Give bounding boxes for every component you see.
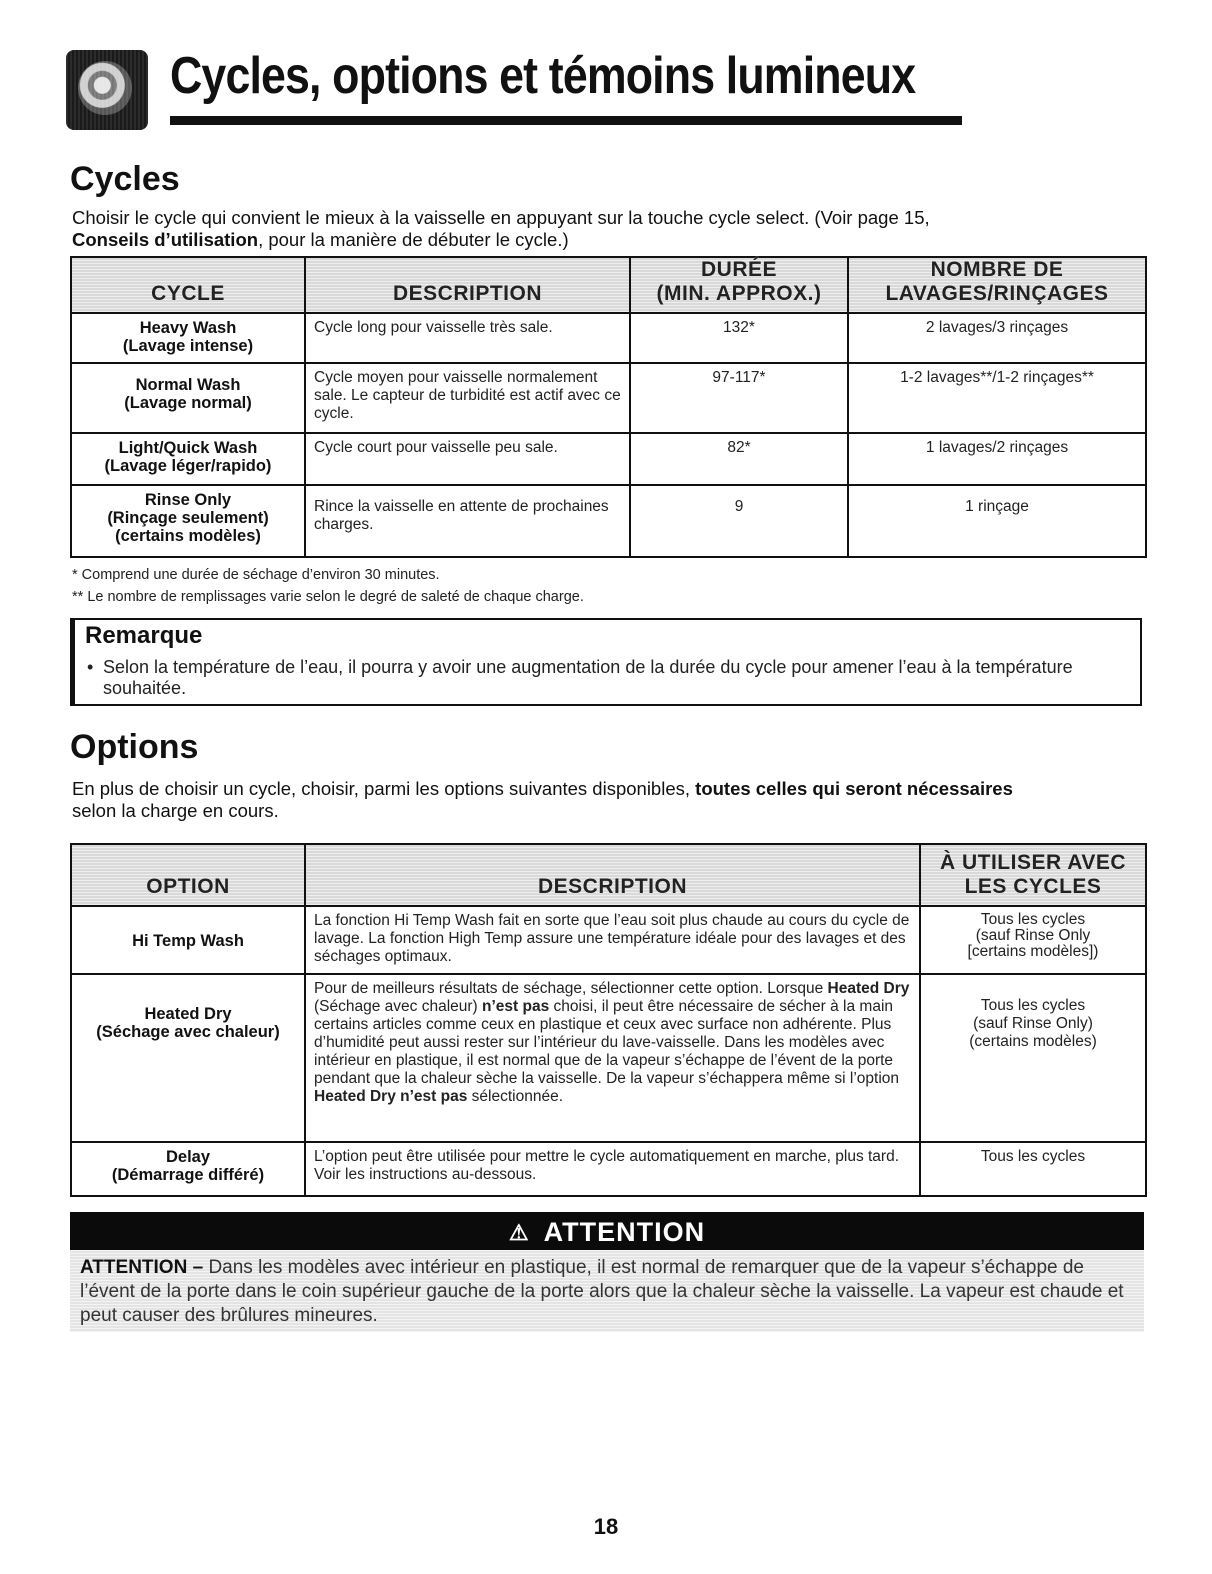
- cycle-washes: 2 lavages/3 rinçages: [848, 313, 1146, 363]
- remark-text: • Selon la température de l’eau, il pourra y avoir une augmentation de la durée du cycle pour amener l’eau à la température souhaitée.: [87, 657, 1073, 698]
- cycle-description: Cycle moyen pour vaisselle normalement sale. Le capteur de turbidité est actif avec ce cycle.: [305, 363, 630, 433]
- header-washes: NOMBRE DE LAVAGES/RINÇAGES: [848, 257, 1146, 313]
- footnote-drying-time: * Comprend une durée de séchage d’environ 30 minutes.: [72, 567, 440, 583]
- attention-box: [70, 1250, 1144, 1332]
- attention-label: ⚠ ATTENTION: [70, 1212, 1144, 1250]
- cycle-duration: 132*: [630, 313, 848, 363]
- cycle-name: Normal Wash (Lavage normal): [71, 363, 305, 433]
- options-table: [70, 843, 1147, 1197]
- dishwasher-icon: [66, 50, 148, 130]
- remark-title: Remarque: [85, 622, 203, 649]
- cycle-duration: 9: [630, 485, 848, 557]
- option-name: Heated Dry (Séchage avec chaleur): [71, 974, 305, 1142]
- header-duration: DURÉE (MIN. APPROX.): [630, 257, 848, 313]
- remark-box: [70, 618, 1142, 706]
- options-intro: En plus de choisir un cycle, choisir, parmi les options suivantes disponibles, toutes celles qui seront nécessaires selon la charge en cours.: [72, 778, 1013, 821]
- cycles-table: [70, 256, 1147, 558]
- table-row: [71, 313, 1146, 363]
- option-description: La fonction Hi Temp Wash fait en sorte que l’eau soit plus chaude au cours du cycle de lavage. La fonction High Temp assure une température idéale pour des lavages et des séchages optimaux.: [305, 906, 920, 974]
- cycle-description: Cycle court pour vaisselle peu sale.: [305, 433, 630, 485]
- cycles-intro: Choisir le cycle qui convient le mieux à la vaisselle en appuyant sur la touche cycle select. (Voir page 15, Conseils d’utilisation, pour la manière de débuter le cycle.): [72, 207, 930, 250]
- table-row: [71, 363, 1146, 433]
- footnote-fills: ** Le nombre de remplissages varie selon le degré de saleté de chaque charge.: [72, 589, 584, 605]
- bullet: •: [87, 657, 94, 677]
- header-use-with-cycles: À UTILISER AVEC LES CYCLES: [920, 844, 1146, 906]
- table-row: [71, 433, 1146, 485]
- table-row: [71, 485, 1146, 557]
- cycle-description: Cycle long pour vaisselle très sale.: [305, 313, 630, 363]
- cycles-heading: Cycles: [70, 160, 180, 198]
- option-name: Delay (Démarrage différé): [71, 1142, 305, 1196]
- option-cycles: Tous les cycles: [920, 1142, 1146, 1196]
- cycle-description: Rince la vaisselle en attente de prochaines charges.: [305, 485, 630, 557]
- cycle-washes: 1 lavages/2 rinçages: [848, 433, 1146, 485]
- cycle-name: Rinse Only (Rinçage seulement) (certains modèles): [71, 485, 305, 557]
- option-description: Pour de meilleurs résultats de séchage, sélectionner cette option. Lorsque Heated Dry (Séchage avec chaleur) n’est pas choisi, il peut être nécessaire de sécher à la main certains articles comme ceux en plastique et ceux avec surface non adhérente. Plus d’humidité peut aussi rester sur l’intérieur du lave-vaisselle. Dans les modèles avec intérieur en plastique, il est normal que de la vapeur s’échappe de l’évent de la porte pendant que la chaleur sèche la vaisselle. De la vapeur s’échappera même si l’option Heated Dry n’est pas sélectionnée.: [305, 974, 920, 1142]
- header-option: OPTION: [71, 844, 305, 906]
- header-description: DESCRIPTION: [305, 257, 630, 313]
- attention-text: ATTENTION – Dans les modèles avec intérieur en plastique, il est normal de remarquer que de la vapeur s’échappe de l’évent de la porte dans le coin supérieur gauche de la porte alors que la chaleur sèche la vaisselle. La vapeur est chaude et peut causer des brûlures mineures.: [80, 1257, 1124, 1326]
- cycle-name: Light/Quick Wash (Lavage léger/rapido): [71, 433, 305, 485]
- page-title: Cycles, options et témoins lumineux: [170, 47, 916, 105]
- cycle-washes: 1-2 lavages**/1-2 rinçages**: [848, 363, 1146, 433]
- cycles-table-header: [71, 257, 1146, 313]
- option-cycles: Tous les cycles (sauf Rinse Only [certains modèles]): [920, 906, 1146, 974]
- cycle-duration: 82*: [630, 433, 848, 485]
- cycle-duration: 97-117*: [630, 363, 848, 433]
- table-row: [71, 974, 1146, 1142]
- page-number: 18: [593, 1514, 619, 1539]
- options-table-header: [71, 844, 1146, 906]
- page-header: [66, 38, 962, 128]
- option-name: Hi Temp Wash: [71, 906, 305, 974]
- title-underline: [170, 116, 962, 125]
- attention-banner: [70, 1212, 1144, 1250]
- header-option-description: DESCRIPTION: [305, 844, 920, 906]
- options-heading: Options: [70, 728, 199, 766]
- table-row: [71, 906, 1146, 974]
- option-description: L’option peut être utilisée pour mettre le cycle automatiquement en marche, plus tard. Voir les instructions au-dessous.: [305, 1142, 920, 1196]
- header-cycle: CYCLE: [71, 257, 305, 313]
- option-cycles: Tous les cycles (sauf Rinse Only) (certains modèles): [920, 974, 1146, 1142]
- warning-triangle-icon: ⚠: [508, 1220, 530, 1245]
- cycle-washes: 1 rinçage: [848, 485, 1146, 557]
- table-row: [71, 1142, 1146, 1196]
- cycle-name: Heavy Wash (Lavage intense): [71, 313, 305, 363]
